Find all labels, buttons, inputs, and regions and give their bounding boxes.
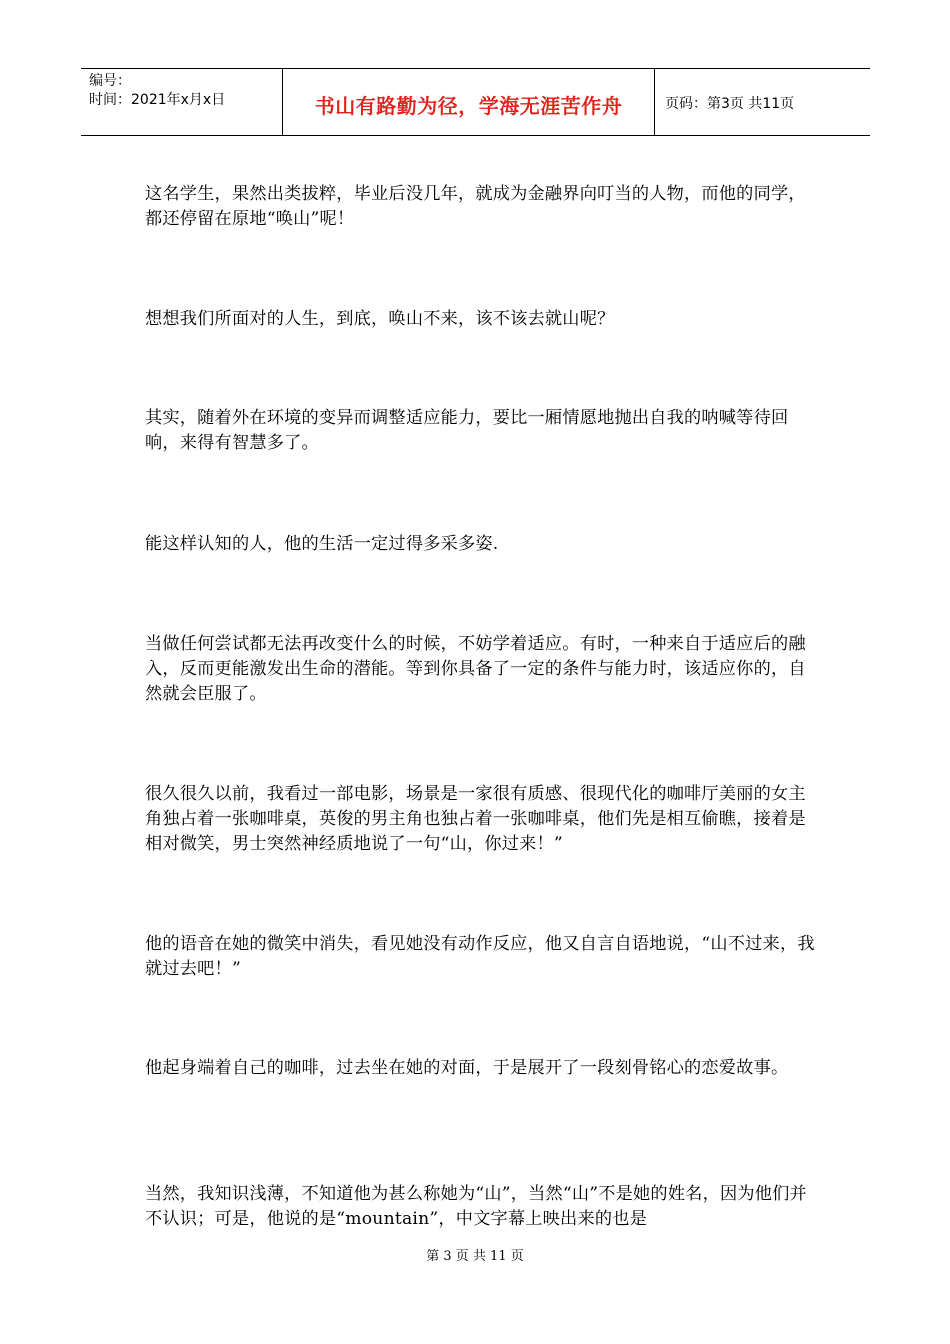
- paragraph-9: 当然，我知识浅薄，不知道他为甚么称她为“山”，当然“山”不是她的姓名，因为他们并不认识；可是，他说的是“mountain”，中文字幕上映出来的也是: [145, 1184, 807, 1229]
- paragraph-7: 他的语音在她的微笑中消失，看见她没有动作反应，他又自言自语地说，“山不过来，我就过去吧！”: [145, 934, 815, 979]
- footer-page-number: 第 3 页 共 11 页: [426, 1249, 524, 1264]
- paragraph-8: 他起身端着自己的咖啡，过去坐在她的对面，于是展开了一段刻骨铭心的恋爱故事。: [145, 1058, 789, 1078]
- paragraph-1: 这名学生，果然出类拔粹，毕业后没几年，就成为金融界向叮当的人物，而他的同学，都还停留在原地“唤山”呢！: [145, 184, 806, 229]
- paragraph-4: 能这样认知的人，他的生活一定过得多采多姿.: [145, 534, 499, 554]
- page-info: 页码：第3页 共11页: [665, 96, 795, 112]
- paragraph-3: 其实，随着外在环境的变异而调整适应能力，要比一厢情愿地抛出自我的呐喊等待回响，来得有智慧多了。: [145, 408, 789, 453]
- number-label: 编号：: [89, 73, 131, 89]
- paragraph-2: 想想我们所面对的人生，到底，唤山不来，该不该去就山呢？: [145, 309, 615, 329]
- header-motto-cell: [282, 69, 655, 135]
- motto-text: 书山有路勤为径，学海无涯苦作舟: [314, 93, 623, 118]
- paragraph-6: 很久很久以前，我看过一部电影，场景是一家很有质感、很现代化的咖啡厅美丽的女主角独占着一张咖啡桌，英俊的男主角也独占着一张咖啡桌，他们先是相互偷瞧，接着是相对微笑，男士突然神经质地说了一句“山，你过来！”: [145, 784, 806, 854]
- time-label: 时间：2021年x月x日: [89, 92, 226, 108]
- paragraph-5: 当做任何尝试都无法再改变什么的时候，不妨学着适应。有时，一种来自于适应后的融入，反而更能激发出生命的潜能。等到你具备了一定的条件与能力时，该适应你的，自然就会臣服了。: [145, 634, 806, 704]
- header-meta: [81, 69, 282, 135]
- header-page-cell: [655, 69, 870, 135]
- page-header: [81, 68, 870, 136]
- page-footer: [0, 1245, 950, 1264]
